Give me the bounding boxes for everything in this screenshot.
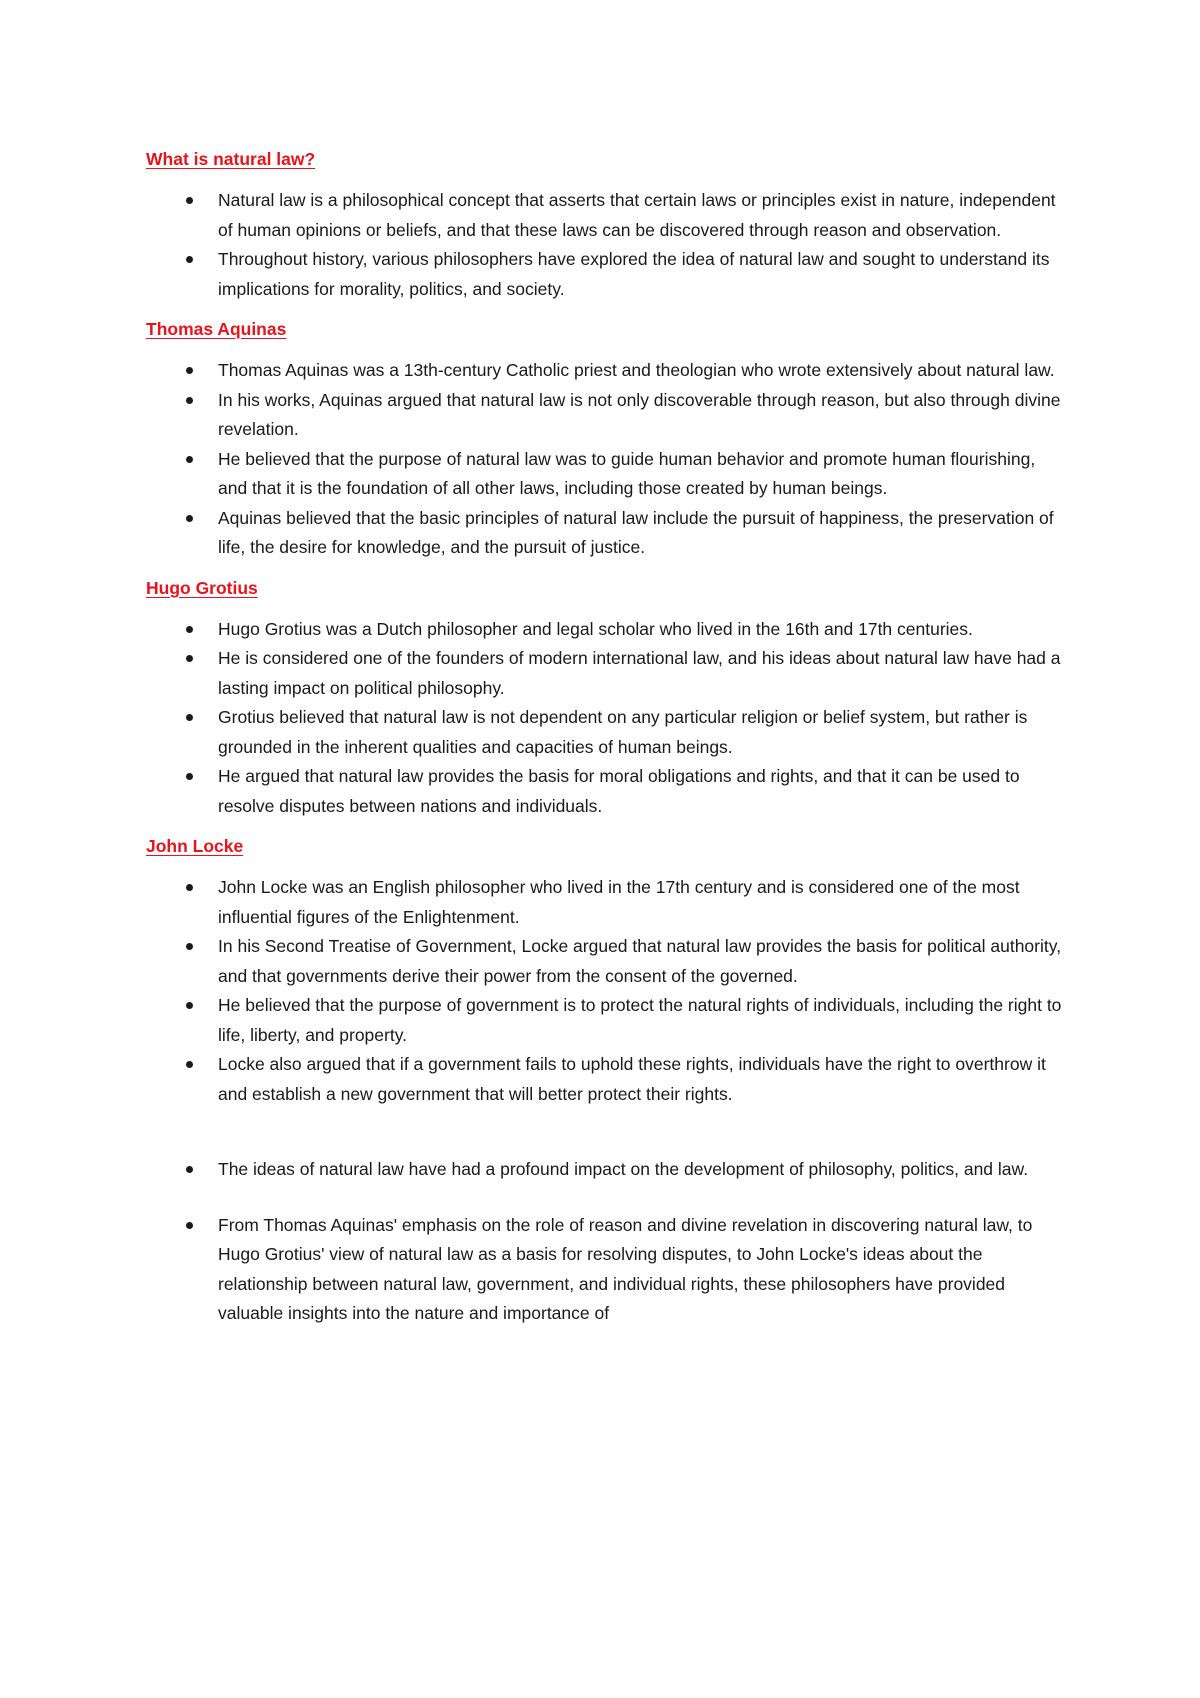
bullet-list <box>146 615 1066 822</box>
list-item <box>146 504 1066 563</box>
bullet-icon <box>186 256 193 263</box>
bullet-icon <box>186 1222 193 1229</box>
list-item <box>146 932 1066 991</box>
list-item <box>146 445 1066 504</box>
section-heading: Hugo Grotius <box>146 577 258 598</box>
document-body <box>146 148 1066 1329</box>
list-item <box>146 1211 1066 1329</box>
list-item-text: He argued that natural law provides the basis for moral obligations and rights, and that it can be used to resolve disputes between nations and individuals. <box>218 766 1020 816</box>
bullet-icon <box>186 773 193 780</box>
list-item-text: The ideas of natural law have had a profound impact on the development of philosophy, politics, and law. <box>218 1159 1029 1179</box>
list-item-text: He believed that the purpose of government is to protect the natural rights of individuals, including the right to life, liberty, and property. <box>218 995 1062 1045</box>
list-item <box>146 873 1066 932</box>
list-item <box>146 615 1066 645</box>
bullet-icon <box>186 655 193 662</box>
bullet-list <box>146 186 1066 304</box>
section-hugo-grotius <box>146 577 1066 822</box>
spacer <box>146 1109 1066 1155</box>
bullet-list <box>146 356 1066 563</box>
list-item-text: John Locke was an English philosopher who lived in the 17th century and is considered one of the most influential figures of the Enlightenment. <box>218 877 1020 927</box>
bullet-icon <box>186 714 193 721</box>
bullet-list <box>146 1211 1066 1329</box>
section-heading: What is natural law? <box>146 149 316 169</box>
list-item-text: Locke also argued that if a government fails to uphold these rights, individuals have the right to overthrow it and establish a new government that will better protect their rights. <box>218 1054 1046 1104</box>
bullet-icon <box>186 515 193 522</box>
bullet-icon <box>186 943 193 950</box>
bullet-icon <box>186 367 193 374</box>
bullet-icon <box>186 626 193 633</box>
list-item <box>146 762 1066 821</box>
list-item <box>146 1155 1066 1185</box>
list-item-text: Thomas Aquinas was a 13th-century Catholic priest and theologian who wrote extensively about natural law. <box>218 360 1055 380</box>
bullet-icon <box>186 1166 193 1173</box>
spacer <box>146 1185 1066 1211</box>
list-item-text: From Thomas Aquinas' emphasis on the role of reason and divine revelation in discovering natural law, to Hugo Grotius' view of natural law as a basis for resolving disputes, to John Locke's ideas about the relationship between natural law, government, and individual rights, these philosophers have provided valuable insights into the nature and importance of <box>218 1214 1033 1323</box>
list-item <box>146 186 1066 245</box>
bullet-icon <box>186 197 193 204</box>
bullet-icon <box>186 1002 193 1009</box>
bullet-icon <box>186 456 193 463</box>
list-item <box>146 386 1066 445</box>
bullet-icon <box>186 397 193 404</box>
list-item <box>146 1050 1066 1109</box>
list-item <box>146 991 1066 1050</box>
section-heading: John Locke <box>146 836 244 856</box>
bullet-icon <box>186 1061 193 1068</box>
list-item-text: Hugo Grotius was a Dutch philosopher and legal scholar who lived in the 16th and 17th centuries. <box>218 618 973 639</box>
list-item-text: Aquinas believed that the basic principles of natural law include the pursuit of happiness, the preservation of life, the desire for knowledge, and the pursuit of justice. <box>218 507 1054 557</box>
section-what-is-natural-law <box>146 148 1066 304</box>
list-item <box>146 644 1066 703</box>
list-item <box>146 356 1066 386</box>
list-item-text: Natural law is a philosophical concept that asserts that certain laws or principles exist in nature, independent of human opinions or beliefs, and that these laws can be discovered through reason and observation. <box>218 190 1056 240</box>
list-item <box>146 245 1066 304</box>
bullet-icon <box>186 884 193 891</box>
list-item-text: In his works, Aquinas argued that natural law is not only discoverable through reason, but also through divine revelation. <box>218 389 1061 439</box>
list-item-text: He believed that the purpose of natural law was to guide human behavior and promote human flourishing, and that it is the foundation of all other laws, including those created by human beings. <box>218 448 1036 498</box>
bullet-list <box>146 1155 1066 1185</box>
section-john-locke <box>146 835 1066 1109</box>
section-conclusion <box>146 1155 1066 1329</box>
section-thomas-aquinas <box>146 318 1066 563</box>
bullet-list <box>146 873 1066 1109</box>
list-item-text: He is considered one of the founders of modern international law, and his ideas about natural law have had a lasting impact on political philosophy. <box>218 648 1061 698</box>
list-item-text: Grotius believed that natural law is not dependent on any particular religion or belief system, but rather is grounded in the inherent qualities and capacities of human beings. <box>218 707 1028 757</box>
list-item-text: In his Second Treatise of Government, Locke argued that natural law provides the basis for political authority, and that governments derive their power from the consent of the governed. <box>218 936 1062 986</box>
list-item <box>146 703 1066 762</box>
list-item-text: Throughout history, various philosophers have explored the idea of natural law and sought to understand its implications for morality, politics, and society. <box>218 249 1050 299</box>
section-heading: Thomas Aquinas <box>146 319 287 339</box>
